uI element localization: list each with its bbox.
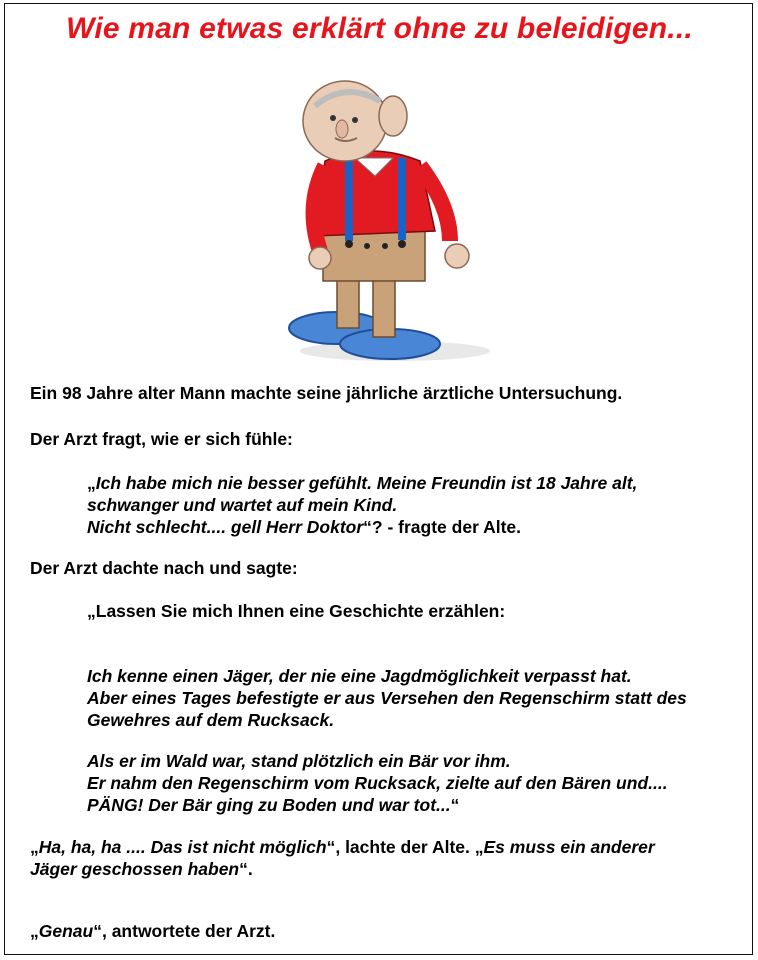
- answer-open-quote: „: [30, 921, 39, 941]
- doctor-answer: [30, 920, 275, 942]
- story-line-5: Er nahm den Regenschirm vom Rucksack, zielte auf den Bären und....: [87, 773, 668, 793]
- story-line-3: Gewehres auf dem Rucksack.: [87, 710, 335, 730]
- quote-tail: “? - fragte der Alte.: [363, 517, 522, 537]
- page-title: Wie man etwas erklärt ohne zu beleidigen...: [66, 12, 693, 45]
- quote-text-3: Nicht schlecht.... gell Herr Doktor: [87, 517, 364, 537]
- story-line-2: Aber eines Tages befestigte er aus Versehen den Regenschirm statt des: [87, 688, 687, 708]
- answer-italic: Genau: [38, 921, 94, 941]
- doctor-reply-intro: Der Arzt dachte nach und sagte:: [30, 558, 298, 578]
- open-quote: „: [87, 473, 96, 493]
- quote-line-2: schwanger und wartet auf mein Kind.: [87, 495, 398, 515]
- response-italic-2: Es muss ein anderer: [483, 837, 655, 857]
- response-end: “.: [239, 859, 253, 879]
- response-italic-3: Jäger geschossen haben: [30, 859, 240, 879]
- quote-line-3: [87, 516, 521, 538]
- story-intro: „Lassen Sie mich Ihnen eine Geschichte erzählen:: [87, 601, 506, 621]
- response-mid: “, lachte der Alte. „: [326, 837, 484, 857]
- doctor-question: Der Arzt fragt, wie er sich fühle:: [30, 429, 293, 449]
- intro-paragraph: Ein 98 Jahre alter Mann machte seine jährliche ärztliche Untersuchung.: [30, 383, 623, 403]
- answer-tail: “, antwortete der Arzt.: [93, 921, 276, 941]
- quote-line-1: [87, 472, 637, 494]
- old-man-illustration-icon: [275, 66, 505, 364]
- response-open-quote: „: [30, 837, 39, 857]
- story-line-6: [87, 794, 459, 816]
- document-page: [4, 3, 753, 955]
- old-man-response-1: [30, 836, 655, 858]
- story-line-1: Ich kenne einen Jäger, der nie eine Jagdmöglichkeit verpasst hat.: [87, 666, 632, 686]
- response-italic-1: Ha, ha, ha .... Das ist nicht möglich: [38, 837, 327, 857]
- close-quote: “: [450, 795, 460, 815]
- quote-text-1: Ich habe mich nie besser gefühlt. Meine Freundin ist 18 Jahre alt,: [95, 473, 638, 493]
- old-man-response-2: [30, 858, 253, 880]
- story-text-6: PÄNG! Der Bär ging zu Boden und war tot...: [87, 795, 451, 815]
- story-line-4: Als er im Wald war, stand plötzlich ein Bär vor ihm.: [87, 751, 511, 771]
